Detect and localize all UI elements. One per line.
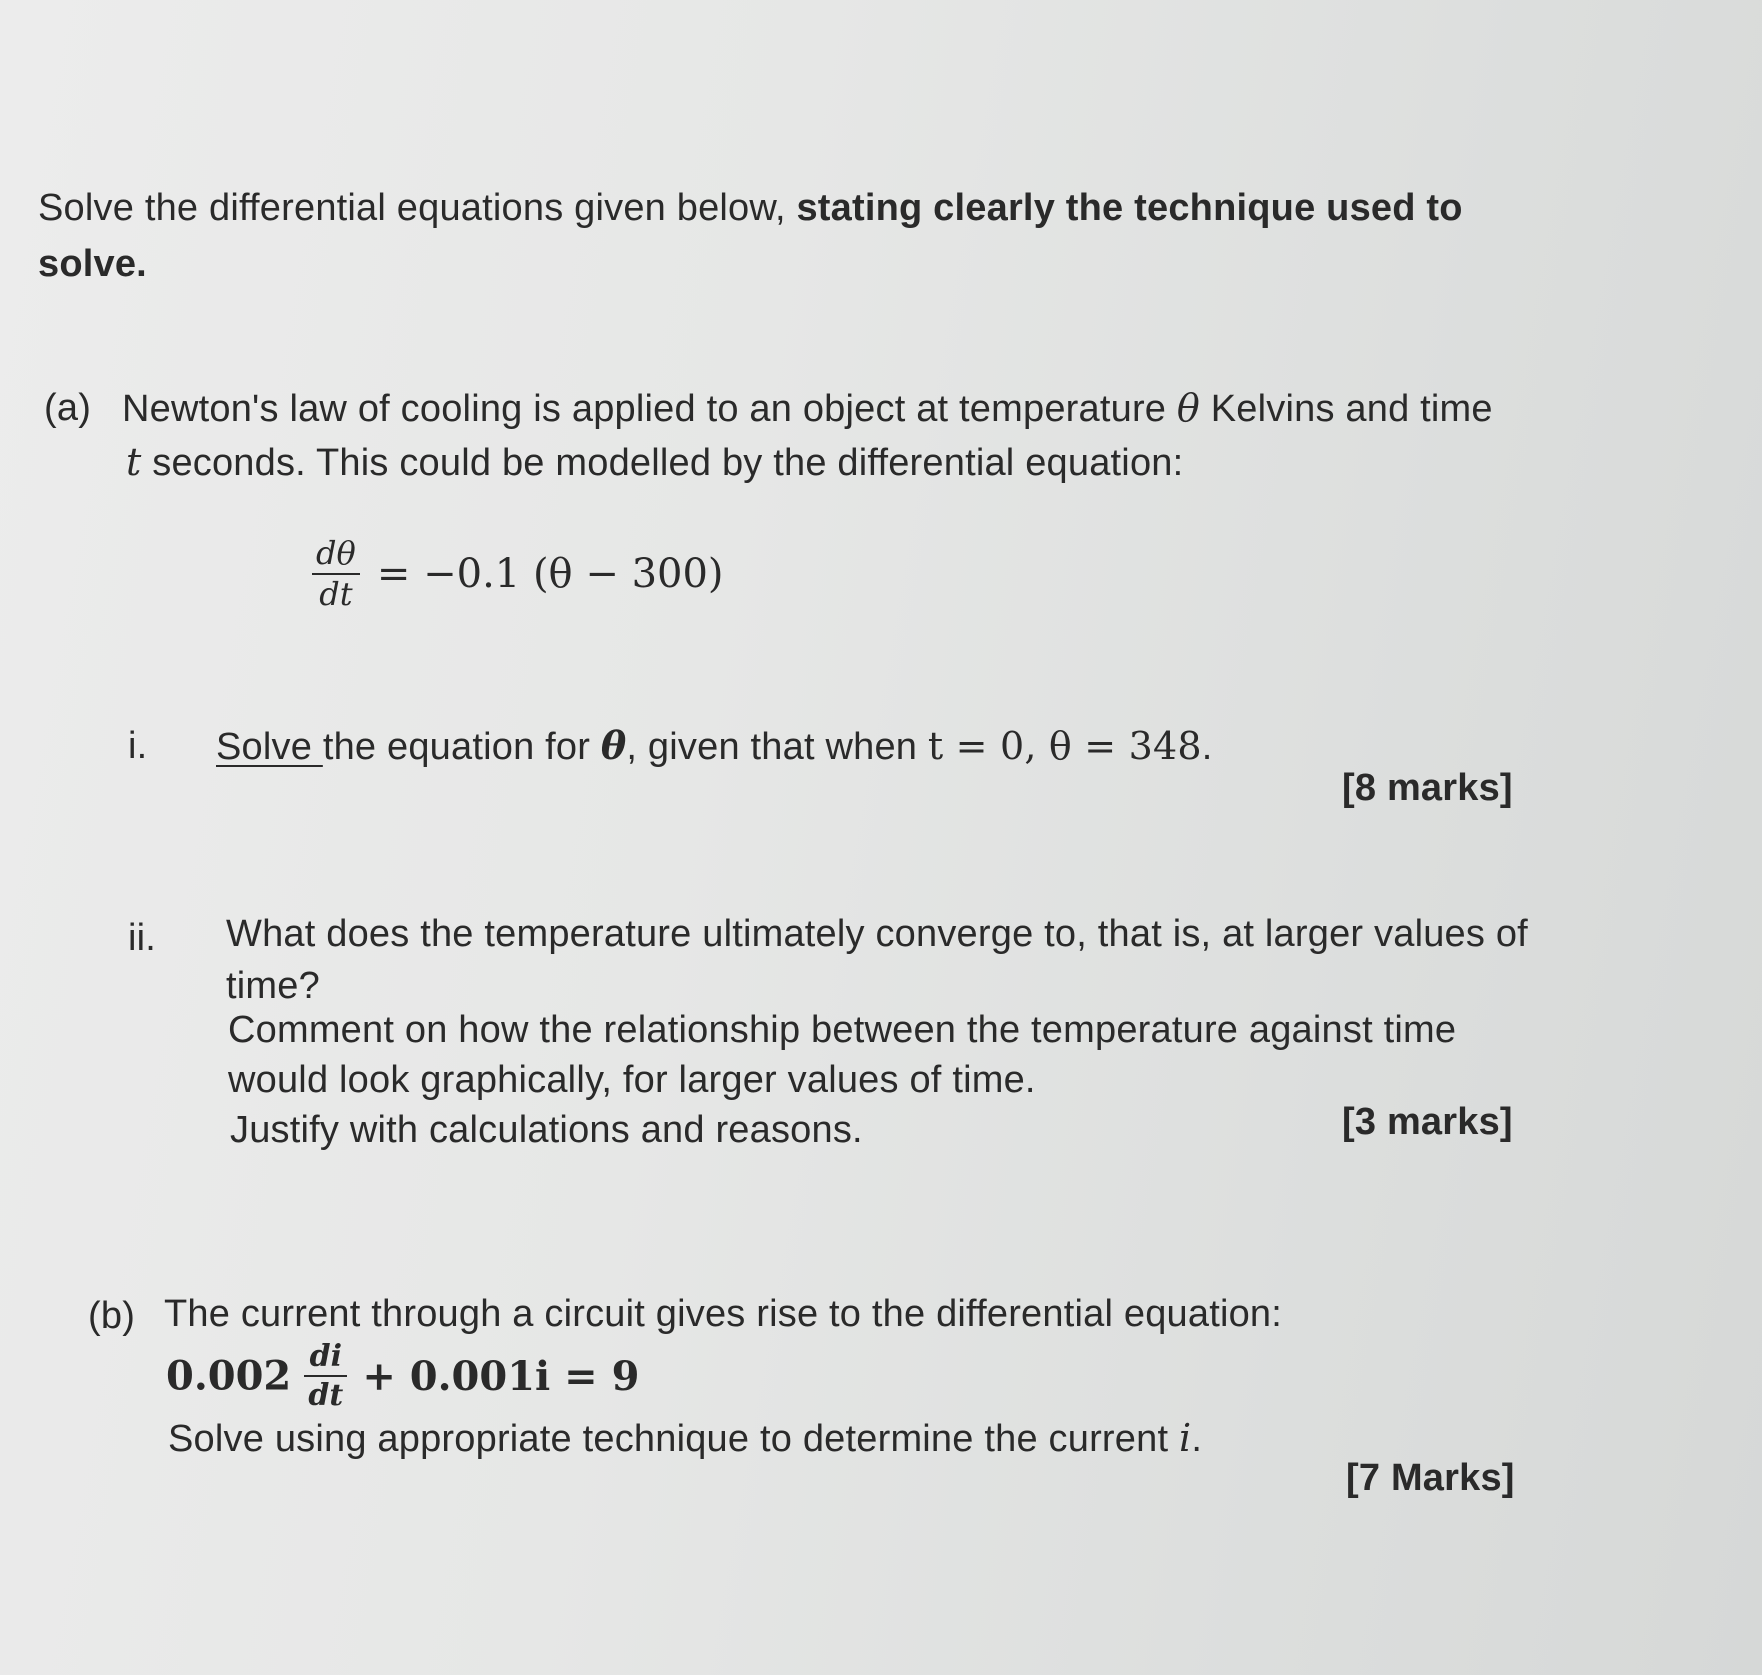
circuit-equation <box>166 1340 639 1412</box>
q1-number: i. <box>128 725 148 767</box>
cooling-equation <box>312 536 724 612</box>
circuit-coefficient: 0.002 <box>166 1352 292 1400</box>
intro-text: Solve the differential equations given below, <box>38 187 797 229</box>
q2-line-3: Comment on how the relationship between the temperature against time <box>228 1009 1457 1051</box>
q2-line-5: Justify with calculations and reasons. <box>230 1109 863 1151</box>
dtheta-dt-fraction: $\frac{d\theta}{dt}$ <box>312 536 360 612</box>
part-b-label: (b) <box>88 1295 136 1337</box>
part-b-line-3: Solve using appropriate technique to determine the current i. <box>168 1416 1203 1460</box>
part-a-label: (a) <box>44 387 92 429</box>
intro-bold-text: stating clearly the technique used to <box>796 187 1463 229</box>
q2-number: ii. <box>128 917 157 959</box>
q2-line-4: would look graphically, for larger values of time. <box>228 1059 1036 1101</box>
part-b-marks: [7 Marks] <box>1346 1457 1515 1499</box>
part-a-line-1: Newton's law of cooling is applied to an object at temperature θ Kelvins and time <box>122 386 1493 430</box>
cooling-equation-rhs: = −0.1 (θ − 300) <box>376 551 724 598</box>
theta-symbol: θ <box>1176 386 1200 430</box>
q2-line-1: What does the temperature ultimately converge to, that is, at larger values of <box>226 913 1528 955</box>
part-a-line-2: t seconds. This could be modelled by the differential equation: <box>126 440 1184 484</box>
t-symbol: t <box>126 440 142 484</box>
i-symbol: i <box>1178 1416 1192 1460</box>
circuit-equation-rest: + 0.001i = 9 <box>362 1352 640 1400</box>
q1-marks: [8 marks] <box>1342 767 1513 809</box>
theta-bold-symbol: θ <box>600 723 627 768</box>
q2-marks: [3 marks] <box>1342 1101 1513 1143</box>
q1-text: Solve the equation for θ, given that when t = 0, θ = 348. <box>216 723 1213 768</box>
intro-line-1 <box>38 184 1463 232</box>
q2-line-2: time? <box>226 965 320 1007</box>
solve-underlined: Solve <box>216 726 323 768</box>
di-dt-fraction: $\frac{di}{dt}$ <box>304 1340 347 1412</box>
intro-line-2: solve. <box>38 243 147 285</box>
part-b-line-1: The current through a circuit gives rise to the differential equation: <box>164 1293 1283 1335</box>
initial-condition: t = 0, θ = 348 <box>927 724 1202 768</box>
